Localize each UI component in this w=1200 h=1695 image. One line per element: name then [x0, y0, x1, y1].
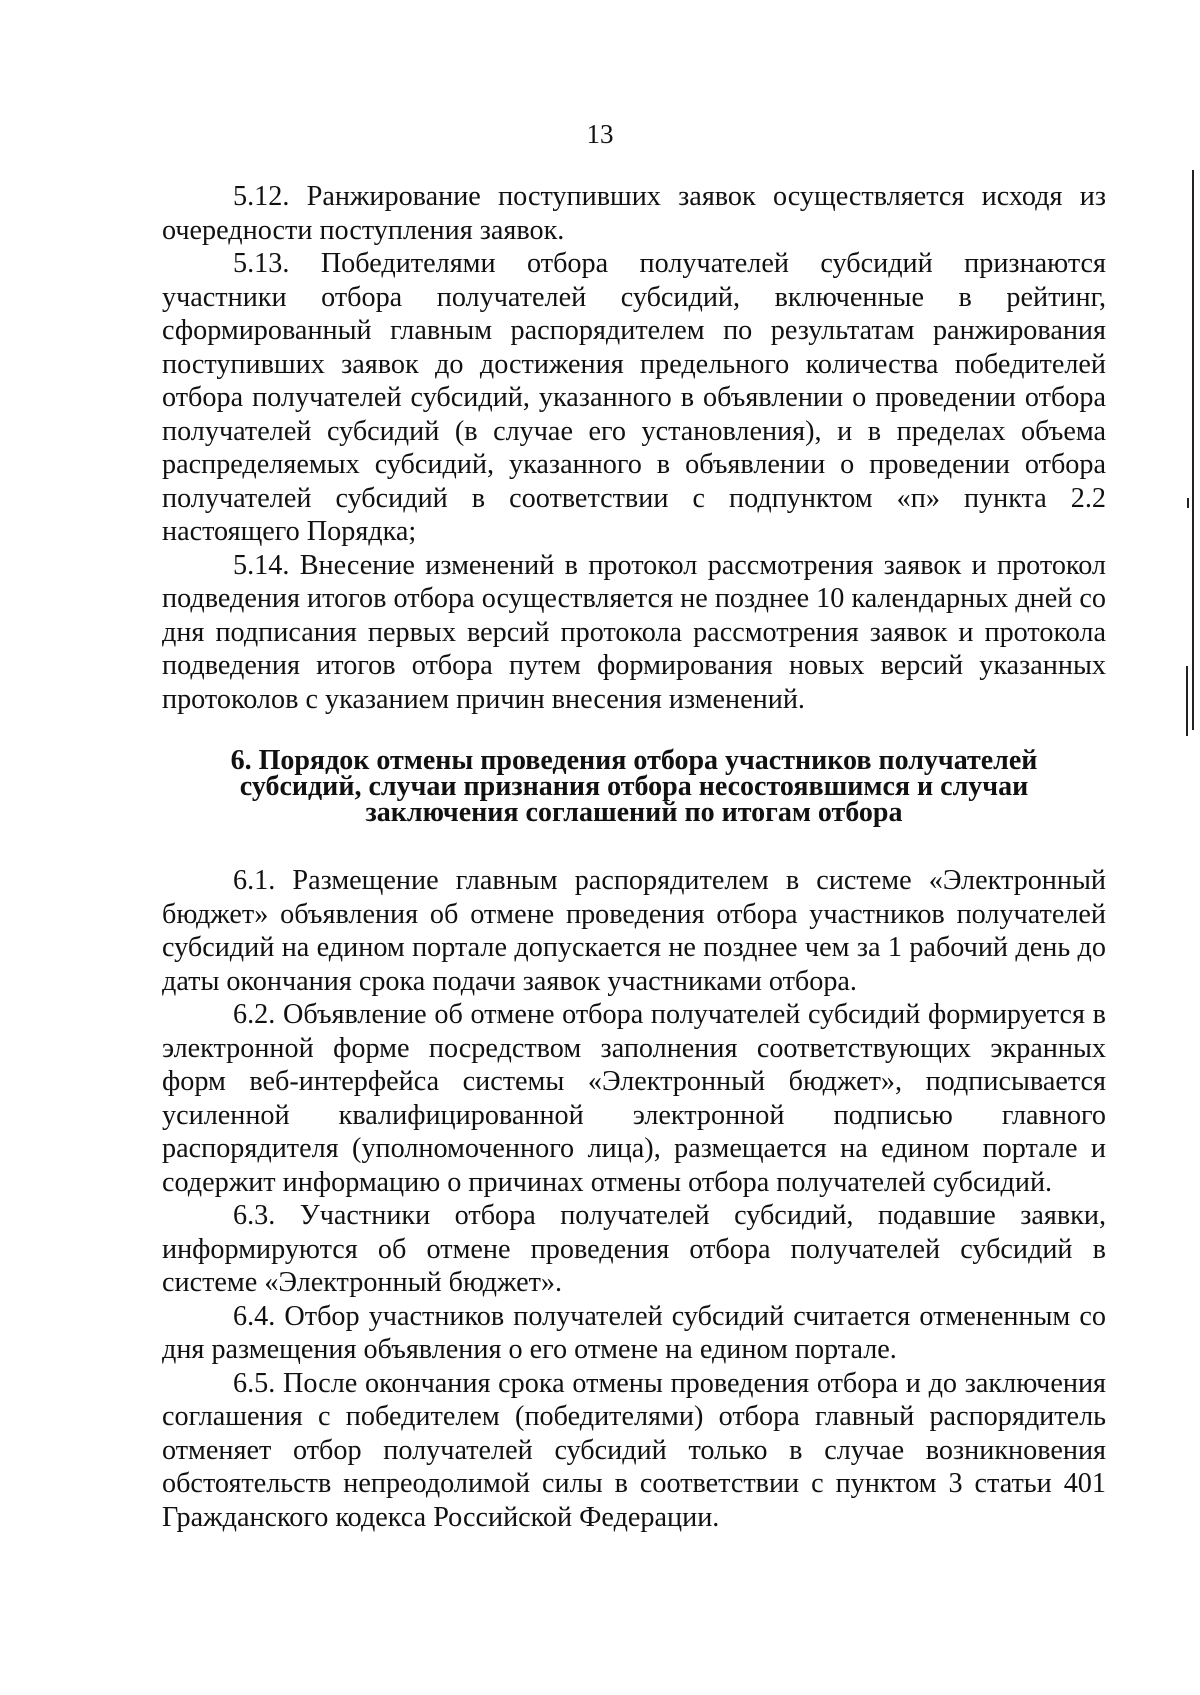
section-heading-line-2: субсидий, случаи признания отбора несостоявшимся и случаи [239, 771, 1029, 802]
paragraph-6-4: 6.4. Отбор участников получателей субсидий считается отмененным со дня размещения объявления о его отмене на едином портале. [162, 1300, 1106, 1365]
document-body [162, 180, 1106, 1534]
paragraph-6-5: 6.5. После окончания срока отмены проведения отбора и до заключения соглашения с победителем (победителями) отбора главный распорядитель отменяет отбор получателей субсидий только в случае возникновения обстоятельств непреодолимой силы в соответствии с пунктом 3 статьи 401 Гражданского кодекса Российской Федерации. [162, 1367, 1106, 1533]
paragraph-5-14: 5.14. Внесение изменений в протокол рассмотрения заявок и протокол подведения итогов отбора осуществляется не позднее 10 календарных дней со дня подписания первых версий протокола рассмотрения заявок и протокола подведения итогов отбора путем формирования новых версий указанных протоколов с указанием причин внесения изменений. [162, 549, 1106, 715]
paragraph-5-13: 5.13. Победителями отбора получателей субсидий признаются участники отбора получателей субсидий, включенные в рейтинг, сформированный главным распорядителем по результатам ранжирования поступивших заявок до достижения предельного количества победителей отбора получателей субсидий, указанного в объявлении о проведении отбора получателей субсидий (в случае его установления), и в пределах объема распределяемых субсидий, указанного в объявлении о проведении отбора получателей субсидий в соответствии с подпунктом «п» пункта 2.2 настоящего Порядка; [162, 248, 1106, 547]
scan-edge-mark [1192, 170, 1194, 730]
scan-edge-mark [1187, 498, 1189, 508]
paragraph-5-12: 5.12. Ранжирование поступивших заявок осуществляется исходя из очередности поступления заявок. [162, 181, 1106, 246]
section-heading-line-1: 6. Порядок отмены проведения отбора участников получателей [230, 745, 1038, 776]
paragraph-6-3: 6.3. Участники отбора получателей субсидий, подавшие заявки, информируются об отмене проведения отбора получателей субсидий в системе «Электронный бюджет». [162, 1200, 1106, 1298]
paragraph-6-1: 6.1. Размещение главным распорядителем в системе «Электронный бюджет» объявления об отмене проведения отбора участников получателей субсидий на едином портале допускается не позднее чем за 1 рабочий день до даты окончания срока подачи заявок участниками отбора. [162, 865, 1106, 997]
section-heading-line-3: заключения соглашений по итогам отбора [365, 797, 903, 828]
section-6-heading [162, 745, 1106, 828]
paragraph-6-2: 6.2. Объявление об отмене отбора получателей субсидий формируется в электронной форме посредством заполнения соответствующих экранных форм веб-интерфейса системы «Электронный бюджет», подписывается усиленной квалифицированной электронной подписью главного распорядителя (уполномоченного лица), размещается на едином портале и содержит информацию о причинах отмены отбора получателей субсидий. [162, 999, 1106, 1198]
page-number: 13 [586, 119, 614, 149]
scan-edge-mark [1186, 666, 1188, 736]
